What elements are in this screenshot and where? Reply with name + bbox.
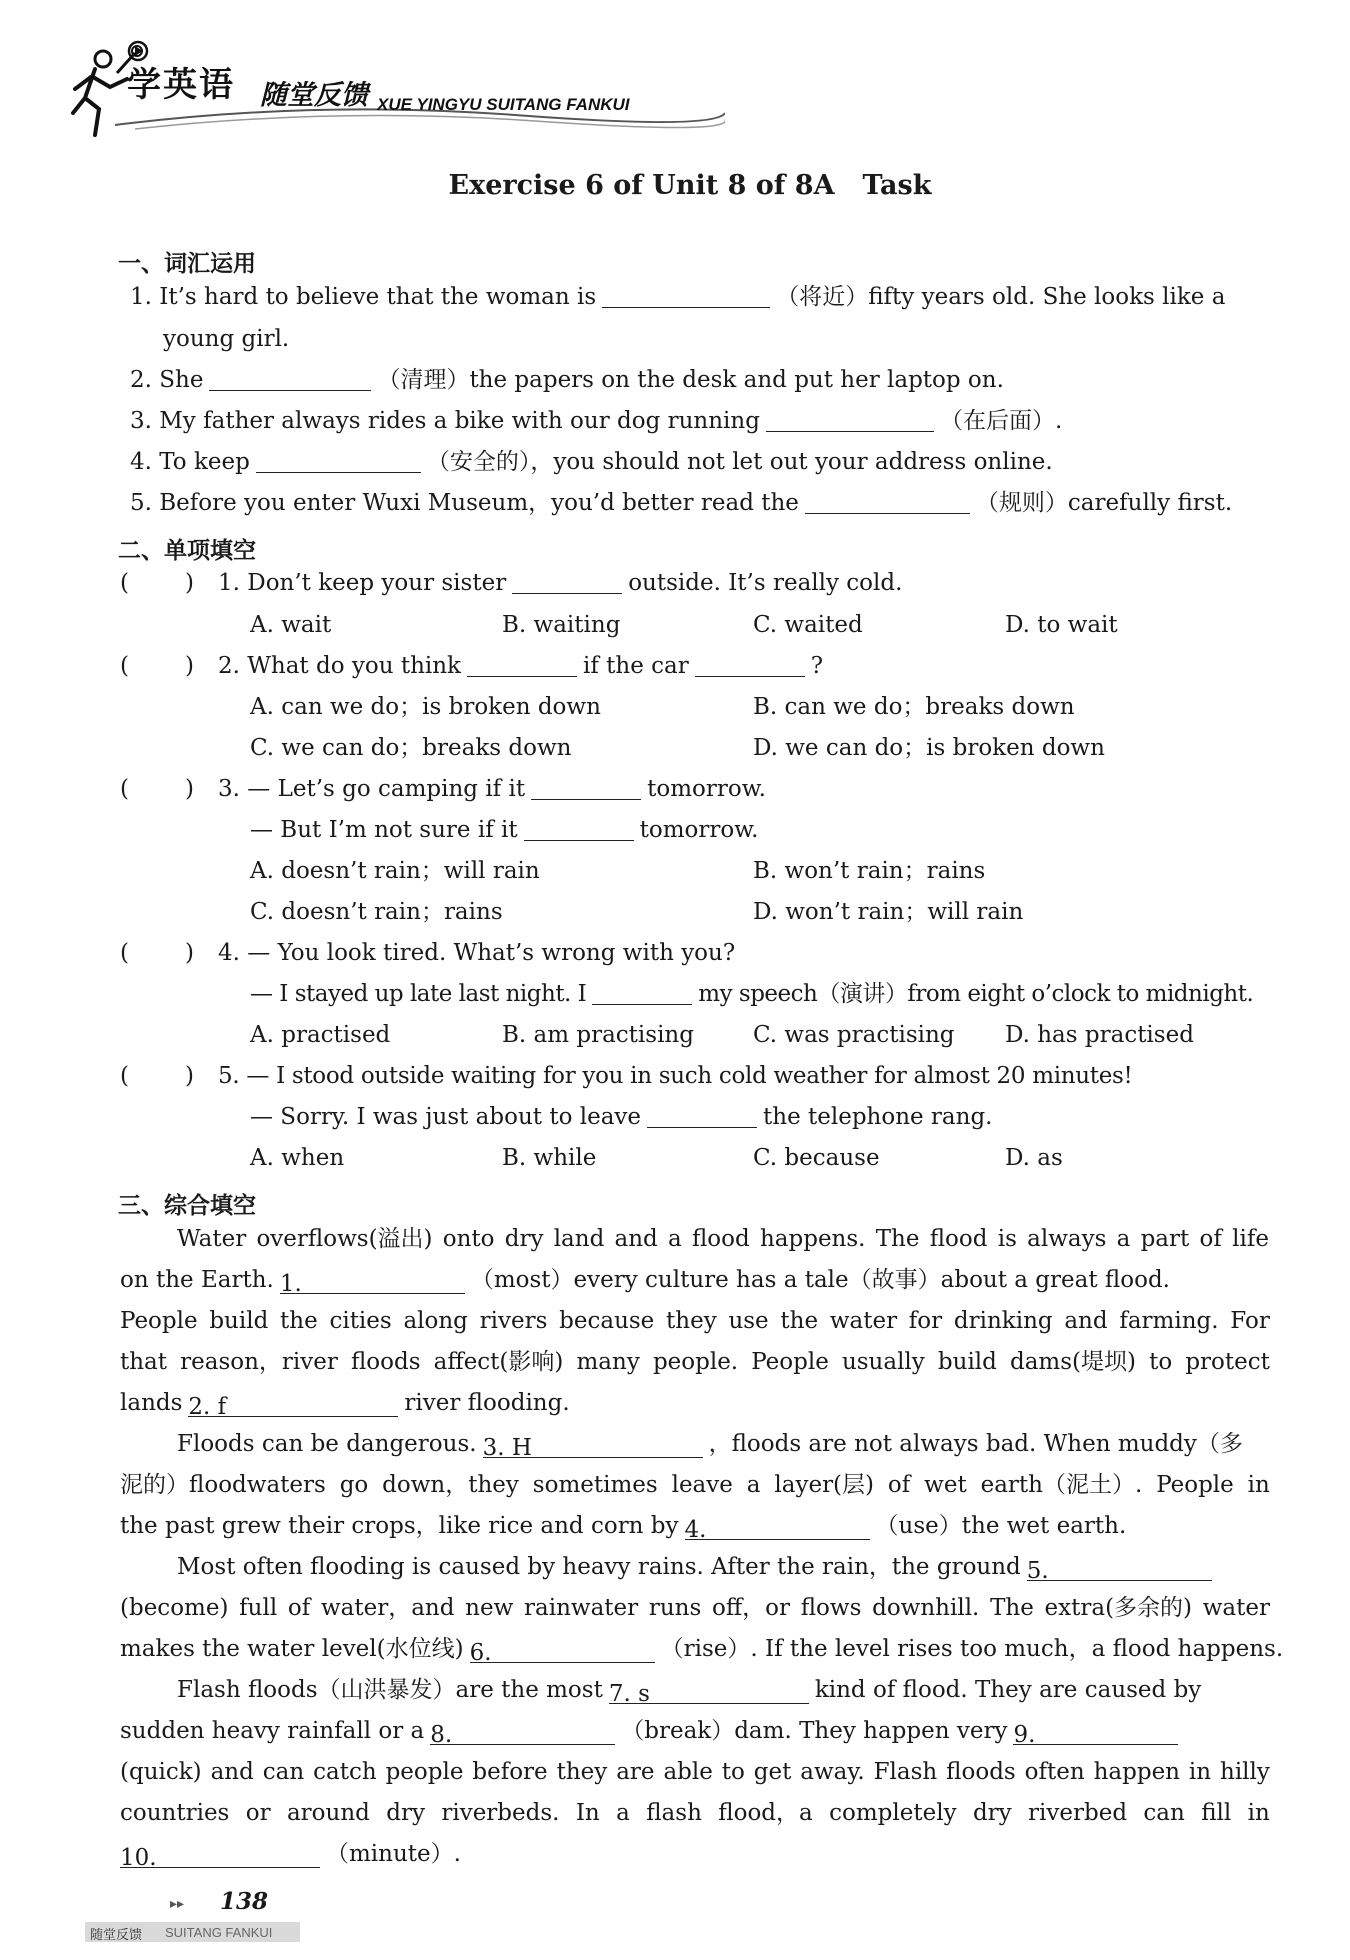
answer-blank: [592, 980, 692, 1005]
mc-question-5-reply: — Sorry. I was just about to leave the telephone rang.: [250, 1104, 993, 1130]
passage-word: Flash: [873, 1759, 938, 1785]
footer-brand-cn: 随堂反馈: [90, 1928, 143, 1943]
passage-word: dry: [386, 1800, 425, 1826]
passage-word: around: [286, 1800, 370, 1826]
passage-word: dry: [972, 1800, 1012, 1826]
passage-word: that: [120, 1349, 168, 1375]
passage-word: are: [616, 1759, 655, 1785]
passage-word: dry: [504, 1226, 544, 1252]
cloze-blank-7[interactable]: 7. s: [609, 1679, 809, 1704]
passage-line: [120, 1798, 1270, 1828]
passage-word: always: [1027, 1226, 1107, 1252]
passage-word: for: [908, 1308, 943, 1334]
vocab-item-5: 5. Before you enter Wuxi Museum，you’d better read the （规则）carefully first.: [130, 490, 1233, 516]
passage-word: flows: [800, 1595, 862, 1621]
passage-word: catch: [313, 1759, 377, 1785]
passage-word: of: [287, 1595, 311, 1621]
passage-line: [120, 1757, 1270, 1787]
passage-word: go: [339, 1472, 369, 1498]
q2-option-c[interactable]: C. we can do；breaks down: [250, 735, 572, 761]
brand-chinese: 学英语: [127, 65, 235, 105]
passage-word: flood: [691, 1226, 750, 1252]
footer-brand-en: SUITANG FANKUI: [165, 1925, 273, 1940]
mc-question-5: 5. — I stood outside waiting for you in such cold weather for almost 20 minutes!: [218, 1063, 1133, 1089]
passage-word: the: [280, 1308, 318, 1334]
q4-option-d[interactable]: D. has practised: [1005, 1022, 1194, 1048]
passage-word: runs: [648, 1595, 702, 1621]
passage-word: use: [728, 1308, 769, 1334]
passage-word: riverbed: [1028, 1800, 1128, 1826]
answer-blank: [531, 775, 641, 800]
cloze-blank-6[interactable]: 6.: [470, 1638, 655, 1663]
passage-word: or: [245, 1800, 271, 1826]
passage-word: dams(堤坝): [1010, 1349, 1136, 1375]
passage-word: build: [937, 1349, 997, 1375]
passage-word: Water: [177, 1226, 247, 1252]
passage-word: of: [887, 1472, 911, 1498]
passage-word: affect(影响): [433, 1349, 564, 1375]
passage-word: water: [829, 1308, 898, 1334]
mc-question-1: 1. Don’t keep your sister outside. It’s really cold.: [218, 570, 903, 596]
passage-line: [120, 1593, 1270, 1623]
q1-option-b[interactable]: B. waiting: [502, 612, 621, 638]
passage-word: farming.: [1119, 1308, 1219, 1334]
answer-blank[interactable]: [766, 407, 934, 432]
passage-word: riverbeds.: [441, 1800, 560, 1826]
cloze-blank-5[interactable]: 5.: [1027, 1556, 1212, 1581]
answer-blank: [524, 816, 634, 841]
passage-word: downhill.: [872, 1595, 980, 1621]
passage-word: before: [472, 1759, 548, 1785]
passage-word: off，or: [711, 1595, 790, 1621]
passage-word: new: [465, 1595, 514, 1621]
passage-word: reason，river: [180, 1349, 338, 1375]
q4-option-c[interactable]: C. was practising: [753, 1022, 955, 1048]
cloze-blank-2[interactable]: 2. f: [188, 1392, 398, 1417]
passage-word: in: [1247, 1472, 1270, 1498]
answer-blank[interactable]: [209, 366, 371, 391]
cloze-blank-10[interactable]: 10.: [120, 1843, 320, 1868]
passage-line: Most often flooding is caused by heavy rains. After the rain，the ground 5.: [177, 1552, 1327, 1582]
passage-word: layer(层): [774, 1472, 875, 1498]
passage-word: able: [663, 1759, 713, 1785]
passage-word: along: [403, 1308, 468, 1334]
passage-word: because: [559, 1308, 655, 1334]
passage-word: extra(多余的): [1044, 1595, 1193, 1621]
passage-word: completely: [829, 1800, 957, 1826]
arrow-icon: ▸▸: [170, 1896, 185, 1912]
vocab-item-4: 4. To keep （安全的），you should not let out your address online.: [130, 449, 1053, 475]
passage-word: In: [575, 1800, 600, 1826]
passage-word: rivers: [479, 1308, 548, 1334]
passage-word: in: [1188, 1759, 1212, 1785]
passage-line: the past grew their crops，like rice and corn by 4. （use）the wet earth.: [120, 1513, 1127, 1543]
passage-word: of: [1199, 1226, 1222, 1252]
vocab-item-2: 2. She （清理）the papers on the desk and put her laptop on.: [130, 367, 1004, 393]
answer-blank: [695, 652, 805, 677]
mc-question-2: 2. What do you think if the car ?: [218, 653, 824, 679]
section3-heading: 三、综合填空: [118, 1193, 256, 1219]
passage-word: away.: [800, 1759, 865, 1785]
passage-line: [120, 1470, 1270, 1500]
q5-option-d[interactable]: D. as: [1005, 1145, 1063, 1171]
passage-word: flood，a: [718, 1800, 813, 1826]
passage-word: a: [746, 1472, 761, 1498]
section1-heading: 一、词汇运用: [118, 251, 256, 277]
passage-word: hilly: [1220, 1759, 1270, 1785]
passage-word: get: [753, 1759, 792, 1785]
passage-line: [177, 1224, 1269, 1254]
passage-word: (become): [120, 1595, 229, 1621]
passage-line: [120, 1347, 1270, 1377]
q1-option-a[interactable]: A. wait: [250, 612, 332, 638]
cloze-blank-8[interactable]: 8.: [430, 1720, 615, 1745]
passage-word: part: [1140, 1226, 1190, 1252]
passage-word: and: [1064, 1308, 1108, 1334]
q2-option-a[interactable]: A. can we do；is broken down: [250, 694, 601, 720]
passage-word: build: [209, 1308, 269, 1334]
mc-question-3: 3. — Let’s go camping if it tomorrow.: [218, 776, 766, 802]
cloze-blank-4[interactable]: 4.: [685, 1515, 870, 1540]
cloze-blank-1[interactable]: 1.: [280, 1269, 465, 1294]
vocab-item-3: 3. My father always rides a bike with our dog running （在后面）.: [130, 408, 1063, 434]
passage-word: rainwater: [524, 1595, 639, 1621]
passage-word: leave: [671, 1472, 733, 1498]
answer-blank[interactable]: [602, 283, 770, 308]
brand-subtitle: 随堂反馈: [260, 80, 368, 111]
mc-question-4-reply: — I stayed up late last night. I my speech（演讲）from eight o’clock to midnight.: [250, 981, 1254, 1007]
passage-line: Floods can be dangerous. 3. H ，floods are not always bad. When muddy（多: [177, 1431, 1243, 1461]
passage-word: fill: [1201, 1800, 1232, 1826]
passage-word: drinking: [953, 1308, 1053, 1334]
mc-question-3-reply: — But I’m not sure if it tomorrow.: [250, 817, 759, 843]
page-header: [55, 35, 695, 145]
passage-word: The: [875, 1226, 920, 1252]
section2-heading: 二、单项填空: [118, 538, 256, 564]
passage-word: people.: [652, 1349, 739, 1375]
cloze-blank-3[interactable]: 3. H: [483, 1433, 703, 1458]
q2-option-d[interactable]: D. we can do；is broken down: [753, 735, 1105, 761]
title-sub: Task: [862, 170, 932, 201]
passage-word: water: [1202, 1595, 1270, 1621]
passage-word: can: [1143, 1800, 1185, 1826]
passage-word: often: [1024, 1759, 1085, 1785]
passage-word: wet: [924, 1472, 967, 1498]
passage-word: they: [666, 1308, 717, 1334]
answer-bracket[interactable]: ( ): [120, 776, 194, 802]
vocab-item-1: 1. It’s hard to believe that the woman is （将近）fifty years old. She looks like a: [130, 284, 1226, 310]
q4-option-a[interactable]: A. practised: [250, 1022, 391, 1048]
vocab-item-1-cont: young girl.: [163, 326, 290, 352]
passage-word: is: [997, 1226, 1017, 1252]
answer-blank[interactable]: [256, 448, 421, 473]
passage-word: protect: [1185, 1349, 1270, 1375]
passage-word: earth（泥土）.: [980, 1472, 1143, 1498]
answer-bracket[interactable]: ( ): [120, 570, 194, 596]
passage-word: to: [1149, 1349, 1173, 1375]
passage-line: [120, 1306, 1270, 1336]
passage-word: overflows(溢出): [256, 1226, 433, 1252]
passage-word: onto: [442, 1226, 495, 1252]
page-footer: [85, 1888, 300, 1948]
passage-word: happen: [1093, 1759, 1180, 1785]
q3-option-c[interactable]: C. doesn’t rain；rains: [250, 899, 503, 925]
page-number: 138: [220, 1888, 269, 1915]
passage-word: flash: [646, 1800, 702, 1826]
passage-word: in: [1247, 1800, 1270, 1826]
mc-question-4: 4. — You look tired. What’s wrong with you?: [218, 940, 736, 966]
q5-option-b[interactable]: B. while: [502, 1145, 597, 1171]
q5-option-c[interactable]: C. because: [753, 1145, 880, 1171]
passage-word: to: [721, 1759, 745, 1785]
passage-word: a: [668, 1226, 682, 1252]
passage-word: The: [990, 1595, 1034, 1621]
passage-word: flood: [929, 1226, 988, 1252]
passage-word: a: [616, 1800, 630, 1826]
passage-line: on the Earth. 1. （most）every culture has a tale（故事）about a great flood.: [120, 1267, 1170, 1297]
brand-pinyin: XUE YINGYU SUITANG FANKUI: [377, 95, 630, 114]
passage-word: countries: [120, 1800, 230, 1826]
passage-word: they: [556, 1759, 608, 1785]
q1-option-c[interactable]: C. waited: [753, 612, 863, 638]
passage-word: the: [780, 1308, 819, 1334]
answer-blank[interactable]: [805, 489, 970, 514]
passage-word: floods: [946, 1759, 1016, 1785]
passage-word: land: [553, 1226, 605, 1252]
q3-option-b[interactable]: B. won’t rain；rains: [753, 858, 986, 884]
q1-option-d[interactable]: D. to wait: [1005, 612, 1118, 638]
passage-word: cities: [329, 1308, 392, 1334]
passage-word: floods: [350, 1349, 421, 1375]
passage-word: sometimes: [532, 1472, 658, 1498]
q5-option-a[interactable]: A. when: [250, 1145, 345, 1171]
passage-word: full: [239, 1595, 278, 1621]
passage-line: Flash floods（山洪暴发）are the most 7. s kind of flood. They are caused by: [177, 1677, 1202, 1707]
passage-word: down，they: [382, 1472, 519, 1498]
passage-line: lands 2. f river flooding.: [120, 1390, 570, 1420]
passage-word: People: [120, 1308, 198, 1334]
passage-word: many: [576, 1349, 640, 1375]
passage-line: sudden heavy rainfall or a 8. （break）dam. They happen very 9.: [120, 1716, 1270, 1746]
passage-word: a: [1116, 1226, 1131, 1252]
answer-blank: [467, 652, 577, 677]
q4-option-b[interactable]: B. am practising: [502, 1022, 694, 1048]
q2-option-b[interactable]: B. can we do；breaks down: [753, 694, 1075, 720]
passage-word: water，and: [320, 1595, 455, 1621]
q3-option-d[interactable]: D. won’t rain；will rain: [753, 899, 1024, 925]
cloze-blank-9[interactable]: 9.: [1013, 1720, 1178, 1745]
passage-line: makes the water level(水位线) 6. （rise）. If the level rises too much，a flood happens.: [120, 1636, 1284, 1666]
passage-word: usually: [841, 1349, 925, 1375]
passage-word: can: [262, 1759, 305, 1785]
passage-line: 10. （minute）.: [120, 1841, 461, 1871]
passage-word: 泥的）floodwaters: [120, 1472, 326, 1498]
passage-word: (quick): [120, 1759, 202, 1785]
exercise-title: [0, 170, 1350, 201]
answer-bracket[interactable]: ( ): [120, 653, 194, 679]
passage-word: people: [385, 1759, 464, 1785]
passage-word: and: [210, 1759, 254, 1785]
passage-word: People: [751, 1349, 829, 1375]
passage-word: People: [1156, 1472, 1234, 1498]
passage-word: happens.: [759, 1226, 866, 1252]
title-main: Exercise 6 of Unit 8 of 8A: [448, 170, 835, 201]
q3-option-a[interactable]: A. doesn’t rain；will rain: [250, 858, 540, 884]
answer-bracket[interactable]: ( ): [120, 940, 194, 966]
passage-word: life: [1232, 1226, 1269, 1252]
answer-blank: [512, 569, 622, 594]
passage-word: For: [1230, 1308, 1270, 1334]
answer-blank: [647, 1103, 757, 1128]
passage-word: and: [614, 1226, 658, 1252]
answer-bracket[interactable]: ( ): [120, 1063, 194, 1089]
